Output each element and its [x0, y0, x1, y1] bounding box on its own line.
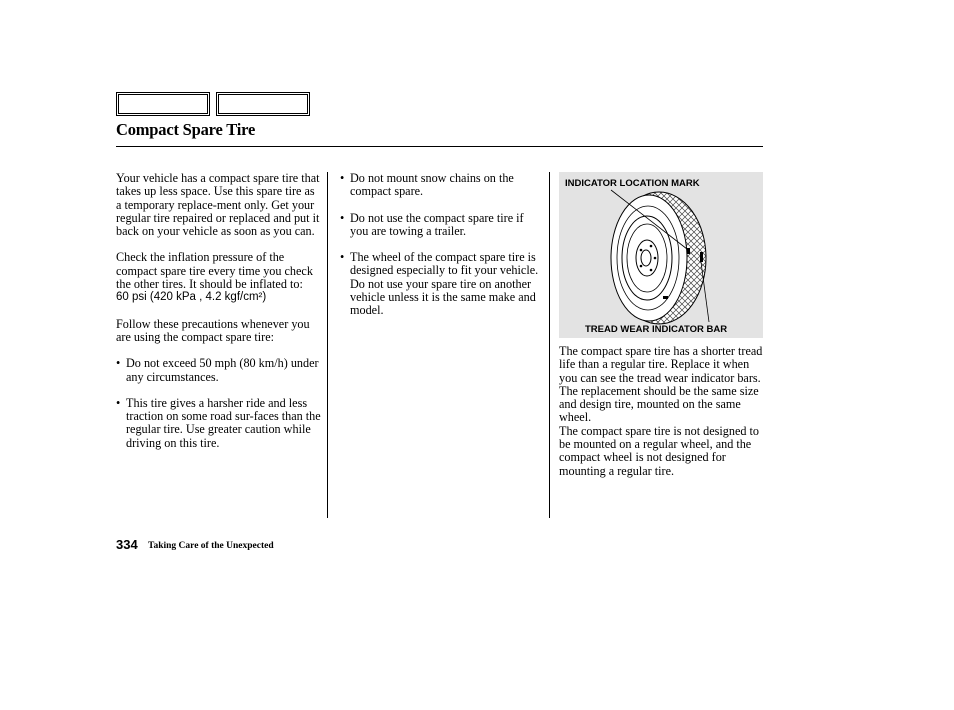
bullet-dot: •: [340, 210, 345, 225]
precaution-bullet: [340, 212, 540, 239]
column-divider: [327, 172, 328, 518]
bullet-text: Do not use the compact spare tire if you are towing a trailer.: [350, 210, 524, 238]
header-tab-left: [116, 92, 210, 116]
inflation-pressure: 60 psi (420 kPa , 4.2 kgf/cm²): [116, 291, 267, 304]
bullet-dot: •: [116, 395, 121, 410]
bullet-dot: •: [116, 356, 121, 371]
section-name: Taking Care of the Unexpected: [148, 541, 274, 551]
column-left: [116, 172, 322, 450]
precaution-bullet: [340, 172, 540, 199]
tire-illustration-icon: [559, 172, 763, 338]
bullet-text: Do not mount snow chains on the compact spare.: [350, 171, 514, 199]
bullet-text: Do not exceed 50 mph (80 km/h) under any circumstances.: [126, 356, 319, 384]
bullet-dot: •: [340, 250, 345, 265]
tread-wear-label: TREAD WEAR INDICATOR BAR: [585, 324, 728, 335]
column-right: [559, 345, 765, 478]
page-number: 334: [116, 537, 138, 552]
precaution-bullet: [116, 397, 322, 450]
bullet-text: The wheel of the compact spare tire is designed especially to fit your vehicle. Do not use your spare tire on another vehicle unless it is the same make and model.: [350, 250, 539, 318]
column-middle: [340, 172, 540, 318]
wheel-paragraph: The compact spare tire is not designed to be mounted on a regular wheel, and the compact wheel is not designed for mounting a regular tire.: [559, 423, 760, 478]
intro-paragraph: Your vehicle has a compact spare tire that takes up less space. Use this spare tire as a temporary replace-ment only. Get your regular tire repaired or replaced and put it back on your vehicle as soon as you can.: [116, 171, 320, 239]
bullet-text: This tire gives a harsher ride and less traction on some road sur-faces than the regular tire. Use greater caution while driving on this tire.: [126, 395, 321, 450]
bullet-dot: •: [340, 171, 345, 185]
tire-figure: [559, 172, 763, 338]
precaution-bullet: [340, 251, 540, 317]
precaution-bullet: [116, 357, 322, 384]
indicator-location-label: INDICATOR LOCATION MARK: [565, 178, 700, 189]
inflation-paragraph: Check the inflation pressure of the compact spare tire every time you check the other tires. It should be inflated to:: [116, 250, 313, 292]
tread-life-paragraph: The compact spare tire has a shorter tread life than a regular tire. Replace it when you can see the tread wear indicator bars. The replacement should be the same size and design tire, mounted on the same wheel.: [559, 344, 763, 425]
header-tab-right: [216, 92, 310, 116]
precautions-intro: Follow these precautions whenever you are using the compact spare tire:: [116, 316, 310, 344]
title-rule: [116, 146, 763, 147]
page-title: Compact Spare Tire: [116, 120, 256, 139]
column-divider: [549, 172, 550, 518]
